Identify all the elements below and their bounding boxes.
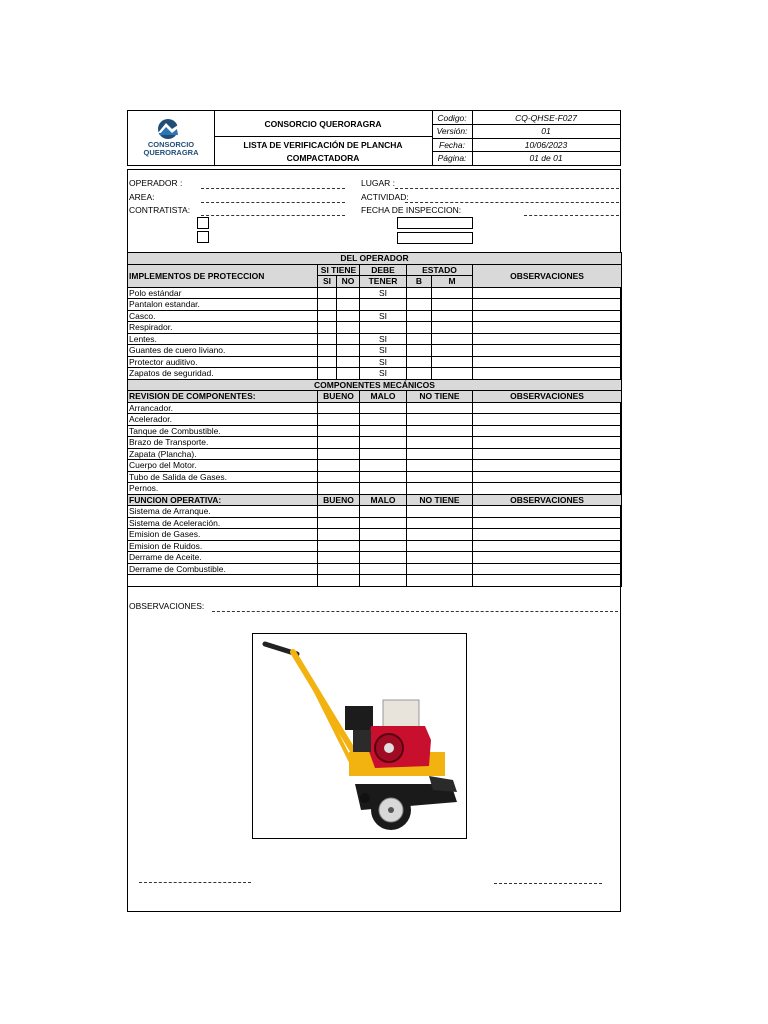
observaciones-cell[interactable] xyxy=(473,356,622,368)
company-logo xyxy=(128,111,214,165)
document-title-line-2: COMPACTADORA xyxy=(286,153,360,163)
col-no: NO xyxy=(337,276,360,288)
item-label: Emision de Gases. xyxy=(128,529,318,541)
malo-cell[interactable] xyxy=(360,471,407,483)
signature-line-right[interactable] xyxy=(494,883,602,884)
checklist-table xyxy=(127,252,622,587)
observaciones-cell[interactable] xyxy=(473,483,622,495)
fecha-inspeccion-label: FECHA DE INSPECCION: xyxy=(361,205,462,215)
item-label: Tanque de Combustible. xyxy=(128,425,318,437)
operador-rows xyxy=(128,287,622,379)
col-bueno: BUENO xyxy=(318,391,360,403)
estado-m-cell[interactable] xyxy=(432,322,473,334)
bueno-cell[interactable] xyxy=(318,437,360,449)
input-box-2[interactable] xyxy=(397,232,473,244)
malo-cell[interactable] xyxy=(360,517,407,529)
col-revision: REVISION DE COMPONENTES: xyxy=(128,391,318,403)
item-label: Zapatos de seguridad. xyxy=(128,368,318,380)
item-label: Zapata (Plancha). xyxy=(128,448,318,460)
item-label: Guantes de cuero liviano. xyxy=(128,345,318,357)
no-tiene-cell[interactable] xyxy=(407,517,473,529)
item-label: Protector auditivo. xyxy=(128,356,318,368)
table-row xyxy=(128,322,622,334)
malo-cell[interactable] xyxy=(360,414,407,426)
table-row xyxy=(128,345,622,357)
observaciones-cell[interactable] xyxy=(473,552,622,564)
si-cell[interactable] xyxy=(318,345,337,357)
malo-cell[interactable] xyxy=(360,563,407,575)
operador-label: OPERADOR : xyxy=(129,178,183,188)
si-cell[interactable] xyxy=(318,356,337,368)
area-label: AREA: xyxy=(129,192,155,202)
col-funcion: FUNCION OPERATIVA: xyxy=(128,494,318,506)
debe-tener-cell: SI xyxy=(360,287,407,299)
col-si-tiene: SI TIENE xyxy=(318,264,360,276)
item-label: Lentes. xyxy=(128,333,318,345)
observaciones-cell[interactable] xyxy=(473,517,622,529)
actividad-line[interactable] xyxy=(405,202,619,203)
table-row xyxy=(128,506,622,518)
debe-tener-cell: SI xyxy=(360,356,407,368)
debe-tener-cell: SI xyxy=(360,345,407,357)
table-row xyxy=(128,563,622,575)
section-operador xyxy=(128,253,622,265)
estado-b-cell[interactable] xyxy=(407,287,432,299)
operativa-rows xyxy=(128,506,622,587)
item-label: Pernos. xyxy=(128,483,318,495)
table-row xyxy=(128,310,622,322)
bueno-cell[interactable] xyxy=(318,563,360,575)
table-row xyxy=(128,414,622,426)
observaciones-cell[interactable] xyxy=(473,506,622,518)
estado-m-cell[interactable] xyxy=(432,310,473,322)
observaciones-cell[interactable] xyxy=(473,471,622,483)
item-label: Polo estándar xyxy=(128,287,318,299)
operador-line[interactable] xyxy=(201,188,345,189)
item-label: Cuerpo del Motor. xyxy=(128,460,318,472)
table-row xyxy=(128,368,622,380)
no-tiene-cell[interactable] xyxy=(407,483,473,495)
no-tiene-cell[interactable] xyxy=(407,540,473,552)
bueno-cell[interactable] xyxy=(318,483,360,495)
title-cell xyxy=(214,111,433,165)
no-cell[interactable] xyxy=(337,322,360,334)
observaciones-cell[interactable] xyxy=(473,299,622,311)
observaciones-cell[interactable] xyxy=(473,460,622,472)
table-row xyxy=(128,471,622,483)
no-cell[interactable] xyxy=(337,345,360,357)
item-label: Tubo de Salida de Gases. xyxy=(128,471,318,483)
bueno-cell[interactable] xyxy=(318,552,360,564)
table-row xyxy=(128,437,622,449)
observaciones-cell[interactable] xyxy=(473,448,622,460)
estado-m-cell[interactable] xyxy=(432,368,473,380)
bueno-cell[interactable] xyxy=(318,402,360,414)
malo-cell[interactable] xyxy=(360,529,407,541)
bueno-cell[interactable] xyxy=(318,517,360,529)
meta-version-value: 01 xyxy=(541,126,551,136)
item-label: Respirador. xyxy=(128,322,318,334)
col-malo: MALO xyxy=(360,391,407,403)
meta-table xyxy=(432,111,620,165)
observaciones-cell[interactable] xyxy=(473,529,622,541)
meta-pagina-value: 01 de 01 xyxy=(529,153,563,163)
no-tiene-cell[interactable] xyxy=(407,506,473,518)
malo-cell[interactable] xyxy=(360,552,407,564)
estado-m-cell[interactable] xyxy=(432,345,473,357)
si-cell[interactable] xyxy=(318,368,337,380)
document-title-line-1: LISTA DE VERIFICACIÓN DE PLANCHA xyxy=(243,140,403,150)
col-observaciones-op: OBSERVACIONES xyxy=(473,494,622,506)
estado-b-cell[interactable] xyxy=(407,333,432,345)
bueno-cell[interactable] xyxy=(318,460,360,472)
section-operador-title: DEL OPERADOR xyxy=(128,253,622,265)
mecanicos-header-row xyxy=(128,391,622,403)
logo-text-2: QUERORAGRA xyxy=(143,148,199,157)
malo-cell[interactable] xyxy=(360,575,407,587)
estado-b-cell[interactable] xyxy=(407,345,432,357)
col-malo-op: MALO xyxy=(360,494,407,506)
observaciones-cell[interactable] xyxy=(473,425,622,437)
debe-tener-cell: SI xyxy=(360,368,407,380)
malo-cell[interactable] xyxy=(360,460,407,472)
malo-cell[interactable] xyxy=(360,437,407,449)
debe-tener-cell: SI xyxy=(360,333,407,345)
si-cell[interactable] xyxy=(318,322,337,334)
no-cell[interactable] xyxy=(337,333,360,345)
item-label: Sistema de Aceleración. xyxy=(128,517,318,529)
company-name: CONSORCIO QUERORAGRA xyxy=(264,119,382,129)
operativa-header-row xyxy=(128,494,622,506)
item-label xyxy=(128,575,318,587)
col-observaciones: OBSERVACIONES xyxy=(473,264,622,287)
checkbox-1[interactable] xyxy=(197,217,209,229)
meta-version-label: Versión: xyxy=(436,126,468,136)
estado-b-cell[interactable] xyxy=(407,310,432,322)
observaciones-cell[interactable] xyxy=(473,287,622,299)
bueno-cell[interactable] xyxy=(318,471,360,483)
item-label: Casco. xyxy=(128,310,318,322)
col-no-tiene: NO TIENE xyxy=(407,391,473,403)
no-tiene-cell[interactable] xyxy=(407,575,473,587)
bueno-cell[interactable] xyxy=(318,506,360,518)
table-row xyxy=(128,552,622,564)
fecha-inspeccion-line[interactable] xyxy=(524,215,619,216)
meta-codigo-value: CQ-QHSE-F027 xyxy=(515,113,577,123)
estado-m-cell[interactable] xyxy=(432,356,473,368)
col-implementos: IMPLEMENTOS DE PROTECCION xyxy=(128,264,318,287)
observaciones-label: OBSERVACIONES: xyxy=(129,601,205,611)
estado-m-cell[interactable] xyxy=(432,287,473,299)
no-tiene-cell[interactable] xyxy=(407,414,473,426)
estado-b-cell[interactable] xyxy=(407,368,432,380)
no-cell[interactable] xyxy=(337,310,360,322)
contratista-line[interactable] xyxy=(201,215,345,216)
debe-tener-cell: SI xyxy=(360,310,407,322)
observaciones-cell[interactable] xyxy=(473,402,622,414)
lugar-label: LUGAR : xyxy=(361,178,396,188)
observaciones-cell[interactable] xyxy=(473,322,622,334)
table-row xyxy=(128,575,622,587)
item-label: Derrame de Combustible. xyxy=(128,563,318,575)
observaciones-cell[interactable] xyxy=(473,333,622,345)
observaciones-cell[interactable] xyxy=(473,540,622,552)
item-label: Emision de Ruidos. xyxy=(128,540,318,552)
no-tiene-cell[interactable] xyxy=(407,460,473,472)
estado-b-cell[interactable] xyxy=(407,322,432,334)
si-cell[interactable] xyxy=(318,310,337,322)
si-cell[interactable] xyxy=(318,333,337,345)
no-cell[interactable] xyxy=(337,299,360,311)
malo-cell[interactable] xyxy=(360,483,407,495)
no-tiene-cell[interactable] xyxy=(407,471,473,483)
table-row xyxy=(128,333,622,345)
signature-line-left[interactable] xyxy=(139,882,251,883)
meta-codigo-label: Codigo: xyxy=(437,113,467,123)
malo-cell[interactable] xyxy=(360,448,407,460)
document-header xyxy=(127,110,621,166)
logo-text-1: CONSORCIO xyxy=(147,140,195,149)
no-tiene-cell[interactable] xyxy=(407,425,473,437)
malo-cell[interactable] xyxy=(360,506,407,518)
no-tiene-cell[interactable] xyxy=(407,448,473,460)
col-b: B xyxy=(407,276,432,288)
meta-fecha-label: Fecha: xyxy=(439,140,465,150)
meta-fecha-value: 10/06/2023 xyxy=(524,140,568,150)
col-bueno-op: BUENO xyxy=(318,494,360,506)
debe-tener-cell xyxy=(360,299,407,311)
observaciones-cell[interactable] xyxy=(473,414,622,426)
operador-header-row-1 xyxy=(128,264,622,276)
section-mecanicos xyxy=(128,379,622,391)
item-label: Sistema de Arranque. xyxy=(128,506,318,518)
table-row xyxy=(128,517,622,529)
observaciones-line[interactable] xyxy=(212,611,618,612)
item-label: Derrame de Aceite. xyxy=(128,552,318,564)
bueno-cell[interactable] xyxy=(318,575,360,587)
estado-b-cell[interactable] xyxy=(407,299,432,311)
item-label: Brazo de Transporte. xyxy=(128,437,318,449)
no-tiene-cell[interactable] xyxy=(407,563,473,575)
contratista-label: CONTRATISTA: xyxy=(129,205,191,215)
observaciones-cell[interactable] xyxy=(473,563,622,575)
col-observaciones-mec: OBSERVACIONES xyxy=(473,391,622,403)
plate-compactor-image xyxy=(252,633,467,839)
input-box-1[interactable] xyxy=(397,217,473,229)
lugar-line[interactable] xyxy=(395,188,619,189)
bueno-cell[interactable] xyxy=(318,529,360,541)
item-label: Acelerador. xyxy=(128,414,318,426)
item-label: Pantalon estandar. xyxy=(128,299,318,311)
no-cell[interactable] xyxy=(337,368,360,380)
table-row xyxy=(128,425,622,437)
col-m: M xyxy=(432,276,473,288)
estado-b-cell[interactable] xyxy=(407,356,432,368)
checkbox-2[interactable] xyxy=(197,231,209,243)
item-label: Arrancador. xyxy=(128,402,318,414)
col-no-tiene-op: NO TIENE xyxy=(407,494,473,506)
col-tener: TENER xyxy=(360,276,407,288)
no-cell[interactable] xyxy=(337,287,360,299)
debe-tener-cell xyxy=(360,322,407,334)
table-row xyxy=(128,529,622,541)
area-line[interactable] xyxy=(201,202,345,203)
observaciones-cell[interactable] xyxy=(473,437,622,449)
logo-cell xyxy=(128,111,215,165)
bueno-cell[interactable] xyxy=(318,540,360,552)
plate-compactor-picture xyxy=(253,634,466,838)
table-row xyxy=(128,483,622,495)
si-cell[interactable] xyxy=(318,287,337,299)
table-row xyxy=(128,448,622,460)
table-row xyxy=(128,287,622,299)
malo-cell[interactable] xyxy=(360,425,407,437)
estado-m-cell[interactable] xyxy=(432,299,473,311)
table-row xyxy=(128,356,622,368)
no-tiene-cell[interactable] xyxy=(407,402,473,414)
meta-pagina-label: Página: xyxy=(437,153,467,163)
bueno-cell[interactable] xyxy=(318,448,360,460)
table-row xyxy=(128,299,622,311)
no-tiene-cell[interactable] xyxy=(407,552,473,564)
col-si: SI xyxy=(318,276,337,288)
estado-m-cell[interactable] xyxy=(432,333,473,345)
observaciones-cell[interactable] xyxy=(473,310,622,322)
malo-cell[interactable] xyxy=(360,402,407,414)
col-estado: ESTADO xyxy=(407,264,473,276)
mecanicos-rows xyxy=(128,402,622,494)
no-tiene-cell[interactable] xyxy=(407,437,473,449)
no-cell[interactable] xyxy=(337,356,360,368)
actividad-label: ACTIVIDAD: xyxy=(361,192,409,202)
observaciones-cell[interactable] xyxy=(473,575,622,587)
observaciones-cell[interactable] xyxy=(473,345,622,357)
observaciones-cell[interactable] xyxy=(473,368,622,380)
bueno-cell[interactable] xyxy=(318,425,360,437)
malo-cell[interactable] xyxy=(360,540,407,552)
bueno-cell[interactable] xyxy=(318,414,360,426)
table-row xyxy=(128,540,622,552)
si-cell[interactable] xyxy=(318,299,337,311)
section-mecanicos-title: COMPONENTES MECÁNICOS xyxy=(128,379,622,391)
table-row xyxy=(128,460,622,472)
col-debe: DEBE xyxy=(360,264,407,276)
table-row xyxy=(128,402,622,414)
no-tiene-cell[interactable] xyxy=(407,529,473,541)
